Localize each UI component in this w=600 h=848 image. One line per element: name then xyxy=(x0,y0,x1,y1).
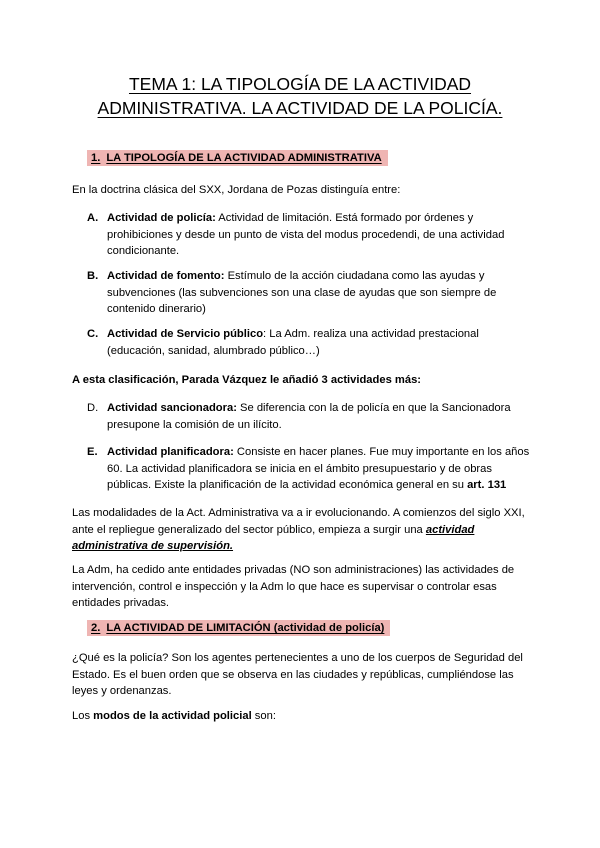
item-a-line-1: Actividad de limitación. Está formado por órdenes y xyxy=(215,212,474,224)
policia-question-paragraph xyxy=(72,650,534,700)
question-line-3: leyes y ordenanzas. xyxy=(72,685,172,698)
adm-paragraph xyxy=(72,562,534,612)
list-marker-c: C. xyxy=(87,328,99,340)
item-a-line-3: condicionante. xyxy=(107,245,180,258)
item-e-line-3: públicas. Existe la planificación de la actividad económica general en su xyxy=(107,479,468,492)
document-title xyxy=(60,72,540,120)
list-marker-e: E. xyxy=(87,446,98,458)
modalidades-line-1: Las modalidades de la Act. Administrativa va a ir evolucionando. A comienzos del siglo XXI, xyxy=(72,507,525,519)
list-item-a xyxy=(87,210,537,260)
section-2-heading-text: LA ACTIVIDAD DE LIMITACIÓN (actividad de policía) xyxy=(106,622,385,634)
section-1-heading xyxy=(87,150,388,166)
list-marker-a: A. xyxy=(87,212,99,224)
modos-paragraph xyxy=(72,708,534,725)
section-2-number: 2. xyxy=(91,622,101,634)
list-item-d xyxy=(87,400,537,433)
list-marker-b: B. xyxy=(87,270,99,282)
parada-note: A esta clasificación, Parada Vázquez le añadió 3 actividades más: xyxy=(72,374,422,386)
title-line-1: TEMA 1: LA TIPOLOGÍA DE LA ACTIVIDAD xyxy=(128,74,472,94)
item-d-line-2: presupone la comisión de un ilícito. xyxy=(107,418,282,431)
title-line-2: ADMINISTRATIVA. LA ACTIVIDAD DE LA POLICÍA. xyxy=(97,98,503,118)
item-a-label: Actividad de policía: xyxy=(107,212,216,224)
item-d-label: Actividad sancionadora: xyxy=(107,402,237,414)
list-item-b xyxy=(87,268,537,318)
item-a-line-2: prohibiciones y desde un punto de vista del modus procedendi, de una actividad xyxy=(107,228,505,241)
item-b-line-2: subvenciones (las subvenciones son una clase de ayudas que son siempre de xyxy=(107,286,497,299)
question-line-2: Estado. Es el buen orden que se observa en las ciudades y repúblicas, cumpliéndose las xyxy=(72,668,514,681)
modos-prefix: Los xyxy=(72,710,94,722)
item-b-label: Actividad de fomento: xyxy=(107,270,225,282)
item-c-label: Actividad de Servicio público xyxy=(107,328,264,340)
item-c-line-1: : La Adm. realiza una actividad prestacional xyxy=(263,328,479,340)
list-marker-d: D. xyxy=(87,402,99,414)
section-1-heading-text: LA TIPOLOGÍA DE LA ACTIVIDAD ADMINISTRATIVA xyxy=(106,152,382,164)
adm-line-3: entidades privadas. xyxy=(72,597,170,610)
supervision-emphasis-2: administrativa de supervisión. xyxy=(72,540,234,553)
article-ref: art. 131 xyxy=(467,479,507,492)
modos-bold: modos de la actividad policial xyxy=(93,710,252,722)
section-1-number: 1. xyxy=(91,152,101,164)
list-item-e xyxy=(87,444,537,494)
item-c-line-2: (educación, sanidad, alumbrado público…) xyxy=(107,344,320,357)
intro-paragraph: En la doctrina clásica del SXX, Jordana de Pozas distinguía entre: xyxy=(72,184,401,196)
modos-suffix: son: xyxy=(251,710,276,722)
list-item-c xyxy=(87,326,537,359)
adm-line-1: La Adm, ha cedido ante entidades privadas (NO son administraciones) las actividades de xyxy=(72,564,515,576)
adm-line-2: intervención, control e inspección y la Adm lo que hace es supervisar o controlar esas xyxy=(72,580,497,593)
item-b-line-3: contenido dinerario) xyxy=(107,303,206,316)
item-d-line-1: Se diferencia con la de policía en que la Sancionadora xyxy=(236,402,511,414)
modalidades-paragraph xyxy=(72,505,534,555)
question-line-1: ¿Qué es la policía? Son los agentes pertenecientes a uno de los cuerpos de Seguridad del xyxy=(72,652,523,664)
item-e-line-2: 60. La actividad planificadora se inicia en el ámbito presupuestario y de obras xyxy=(107,462,492,475)
item-b-line-1: Estímulo de la acción ciudadana como las ayudas y xyxy=(224,270,485,282)
modalidades-line-2: ante el repliegue generalizado del sector público, empieza a surgir una xyxy=(72,523,426,536)
item-e-label: Actividad planificadora: xyxy=(107,446,234,458)
item-e-line-1: Consiste en hacer planes. Fue muy importante en los años xyxy=(233,446,530,458)
section-2-heading xyxy=(87,620,390,636)
supervision-emphasis-1: actividad xyxy=(425,523,475,536)
